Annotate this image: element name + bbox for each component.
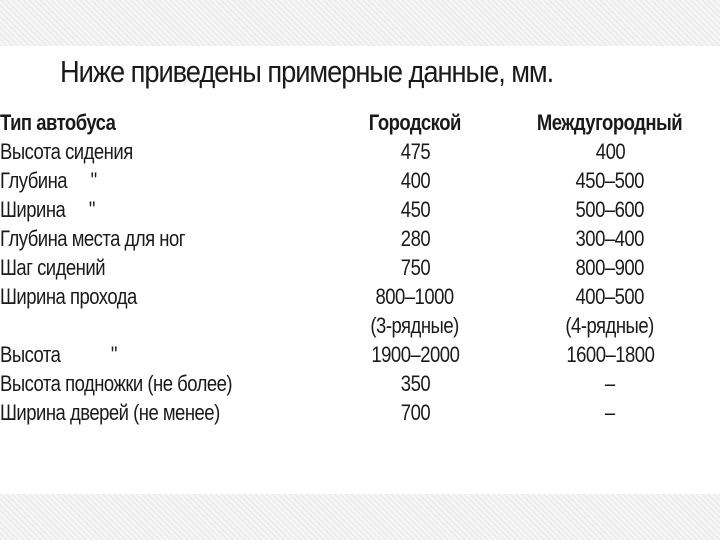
table-row xyxy=(0,137,720,166)
document-page xyxy=(0,46,720,494)
header-intercity: Междугородный xyxy=(537,110,683,135)
city-value: 475 xyxy=(400,139,430,164)
slide-frame-top xyxy=(0,0,720,46)
slide-frame-bottom xyxy=(0,494,720,540)
table-row xyxy=(0,166,720,195)
row-label: Ширина " xyxy=(0,197,95,222)
ditto-mark: " xyxy=(88,197,95,222)
row-label: Шаг сидений xyxy=(0,255,106,280)
row-label: Высота подножки (не более) xyxy=(0,371,233,396)
city-value: 750 xyxy=(400,255,430,280)
city-value: 700 xyxy=(400,400,430,425)
table-row xyxy=(0,253,720,282)
ditto-mark: " xyxy=(90,168,97,193)
row-label: Высота сидения xyxy=(0,139,133,164)
intercity-value: 450–500 xyxy=(575,168,645,193)
row-label: Высота " xyxy=(0,342,117,367)
table-row xyxy=(0,282,720,311)
row-label: Глубина места для ног xyxy=(0,226,185,251)
row-label: Ширина дверей (не менее) xyxy=(0,400,220,425)
header-bus-type: Тип автобуса xyxy=(0,110,116,135)
table-row xyxy=(0,340,720,369)
intercity-value: – xyxy=(605,371,615,396)
intercity-value: 1600–1800 xyxy=(566,342,654,367)
city-value: 400 xyxy=(400,168,430,193)
intercity-value: 800–900 xyxy=(575,255,645,280)
row-label: Глубина " xyxy=(0,168,97,193)
intercity-value: 500–600 xyxy=(575,197,645,222)
bus-seating-table xyxy=(0,108,720,427)
table-header-row xyxy=(0,108,720,137)
table-row xyxy=(0,369,720,398)
city-value: 1900–2000 xyxy=(371,342,459,367)
intercity-value: 400 xyxy=(595,139,625,164)
header-city: Городской xyxy=(368,110,462,135)
intercity-value: – xyxy=(605,400,615,425)
city-value: (3-рядные) xyxy=(370,313,460,338)
city-value: 280 xyxy=(400,226,430,251)
row-label: Ширина прохода xyxy=(0,284,137,309)
table-row xyxy=(0,195,720,224)
intercity-value: 300–400 xyxy=(575,226,645,251)
city-value: 800–1000 xyxy=(375,284,455,309)
city-value: 450 xyxy=(400,197,430,222)
table-row xyxy=(0,311,720,340)
ditto-mark: " xyxy=(110,342,117,367)
table-row xyxy=(0,224,720,253)
city-value: 350 xyxy=(400,371,430,396)
row-label xyxy=(0,311,330,340)
page-heading: Ниже приведены примерные данные, мм. xyxy=(60,54,554,89)
intercity-value: (4-рядные) xyxy=(565,313,655,338)
table-row xyxy=(0,398,720,427)
intercity-value: 400–500 xyxy=(575,284,645,309)
